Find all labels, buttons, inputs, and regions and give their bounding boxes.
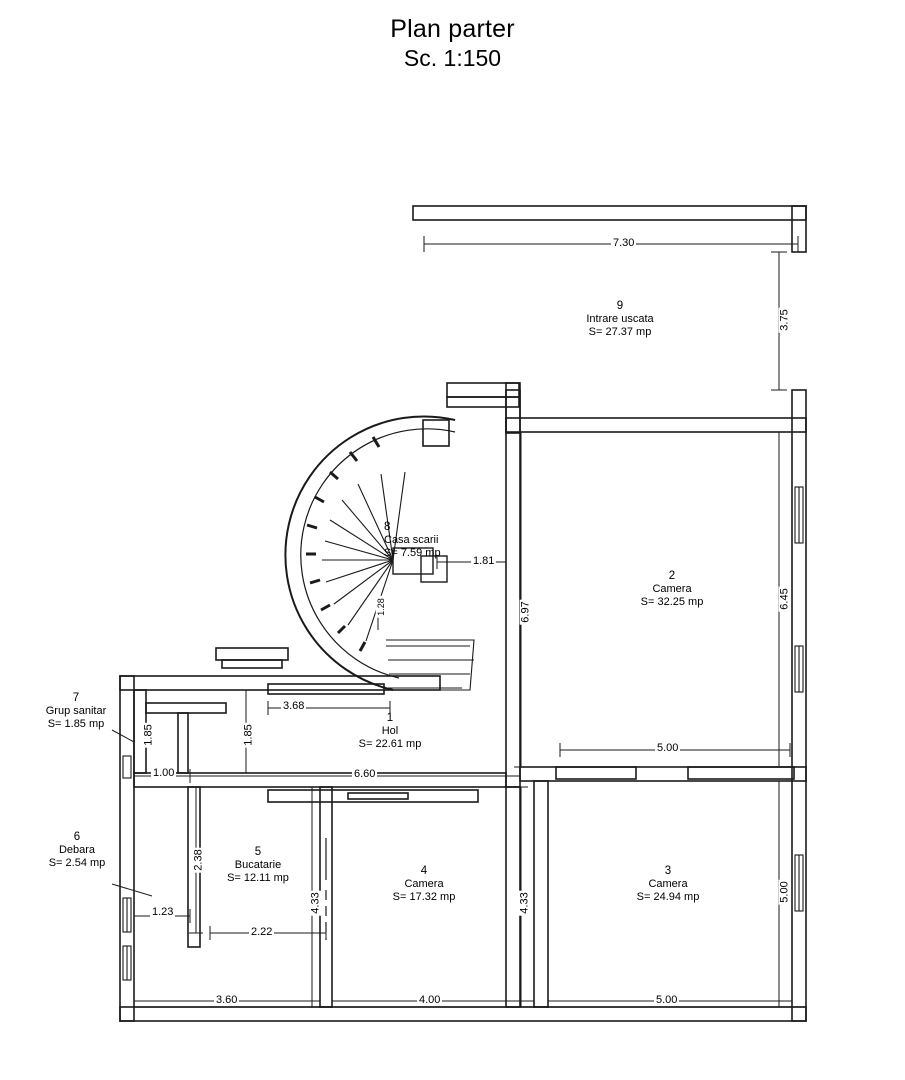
room-area-8: S= 7.59 mp: [384, 547, 441, 559]
dimension-right-5-00: 5.00: [778, 881, 791, 903]
dimension-1-28: 1.28: [375, 598, 386, 616]
dimension-3-60: 3.60: [216, 994, 238, 1006]
room-area-9: S= 27.37 mp: [588, 326, 652, 338]
room-name-9: Intrare uscata: [586, 313, 654, 325]
dimension-3-75: 3.75: [778, 309, 791, 331]
dimension-2-22: 2.22: [251, 926, 273, 938]
room-name-6: Debara: [58, 844, 96, 856]
room-number-1: 1: [386, 712, 394, 724]
room-label-4: [393, 865, 456, 904]
room-area-5: S= 12.11 mp: [227, 872, 289, 884]
room-label-3: [637, 865, 700, 904]
room-area-6: S= 2.54 mp: [48, 857, 106, 869]
room-name-3: Camera: [648, 878, 688, 890]
dimension-1-85-b: 1.85: [242, 724, 255, 746]
room-area-2: S= 32.25 mp: [640, 596, 704, 608]
room-name-5: Bucatarie: [234, 859, 282, 871]
dimension-7-30: 7.30: [613, 237, 635, 249]
page-title: Plan parter: [390, 15, 515, 43]
dimension-1-85-a: 1.85: [142, 724, 155, 746]
room-label-9: [586, 300, 653, 339]
room-number-5: 5: [254, 846, 262, 858]
dimension-6-97: 6.97: [519, 601, 532, 623]
room-label-2: [641, 570, 704, 609]
dimension-6-60: 6.60: [354, 768, 376, 780]
dimension-bottom-5-00: 5.00: [656, 994, 678, 1006]
dimension-1-00: 1.00: [153, 767, 175, 779]
room-label-8: [384, 521, 441, 560]
dimension-mid-5-00: 5.00: [657, 742, 679, 754]
room-number-6: 6: [73, 831, 81, 843]
room-name-2: Camera: [652, 583, 692, 595]
room-name-1: Hol: [381, 725, 399, 737]
dimension-1-23: 1.23: [152, 906, 174, 918]
dimension-1-81: 1.81: [473, 555, 495, 567]
dimension-6-45: 6.45: [778, 588, 791, 610]
room-label-5: [227, 846, 289, 885]
room-label-7: [46, 692, 107, 731]
room-label-1: [359, 712, 422, 751]
dimension-3-68: 3.68: [283, 700, 305, 712]
room-area-7: S= 1.85 mp: [47, 718, 105, 730]
room-label-6: [49, 831, 106, 870]
room-number-8: 8: [384, 521, 391, 533]
room-number-3: 3: [664, 865, 672, 877]
drawing-scale: Sc. 1:150: [403, 45, 502, 71]
dimension-kitchen-4-33: 4.33: [309, 892, 322, 914]
room-number-2: 2: [668, 570, 676, 582]
room-name-7: Grup sanitar: [45, 705, 107, 717]
dimension-center-4-33: 4.33: [518, 892, 531, 914]
room-area-3: S= 24.94 mp: [636, 891, 700, 903]
dimension-2-38: 2.38: [192, 849, 205, 871]
room-number-9: 9: [616, 300, 624, 312]
room-number-7: 7: [72, 692, 80, 704]
room-area-1: S= 22.61 mp: [358, 738, 422, 750]
dimension-4-00: 4.00: [419, 994, 441, 1006]
room-number-4: 4: [420, 865, 428, 877]
room-name-8: Casa scarii: [384, 534, 439, 546]
room-area-4: S= 17.32 mp: [392, 891, 456, 903]
room-name-4: Camera: [404, 878, 444, 890]
